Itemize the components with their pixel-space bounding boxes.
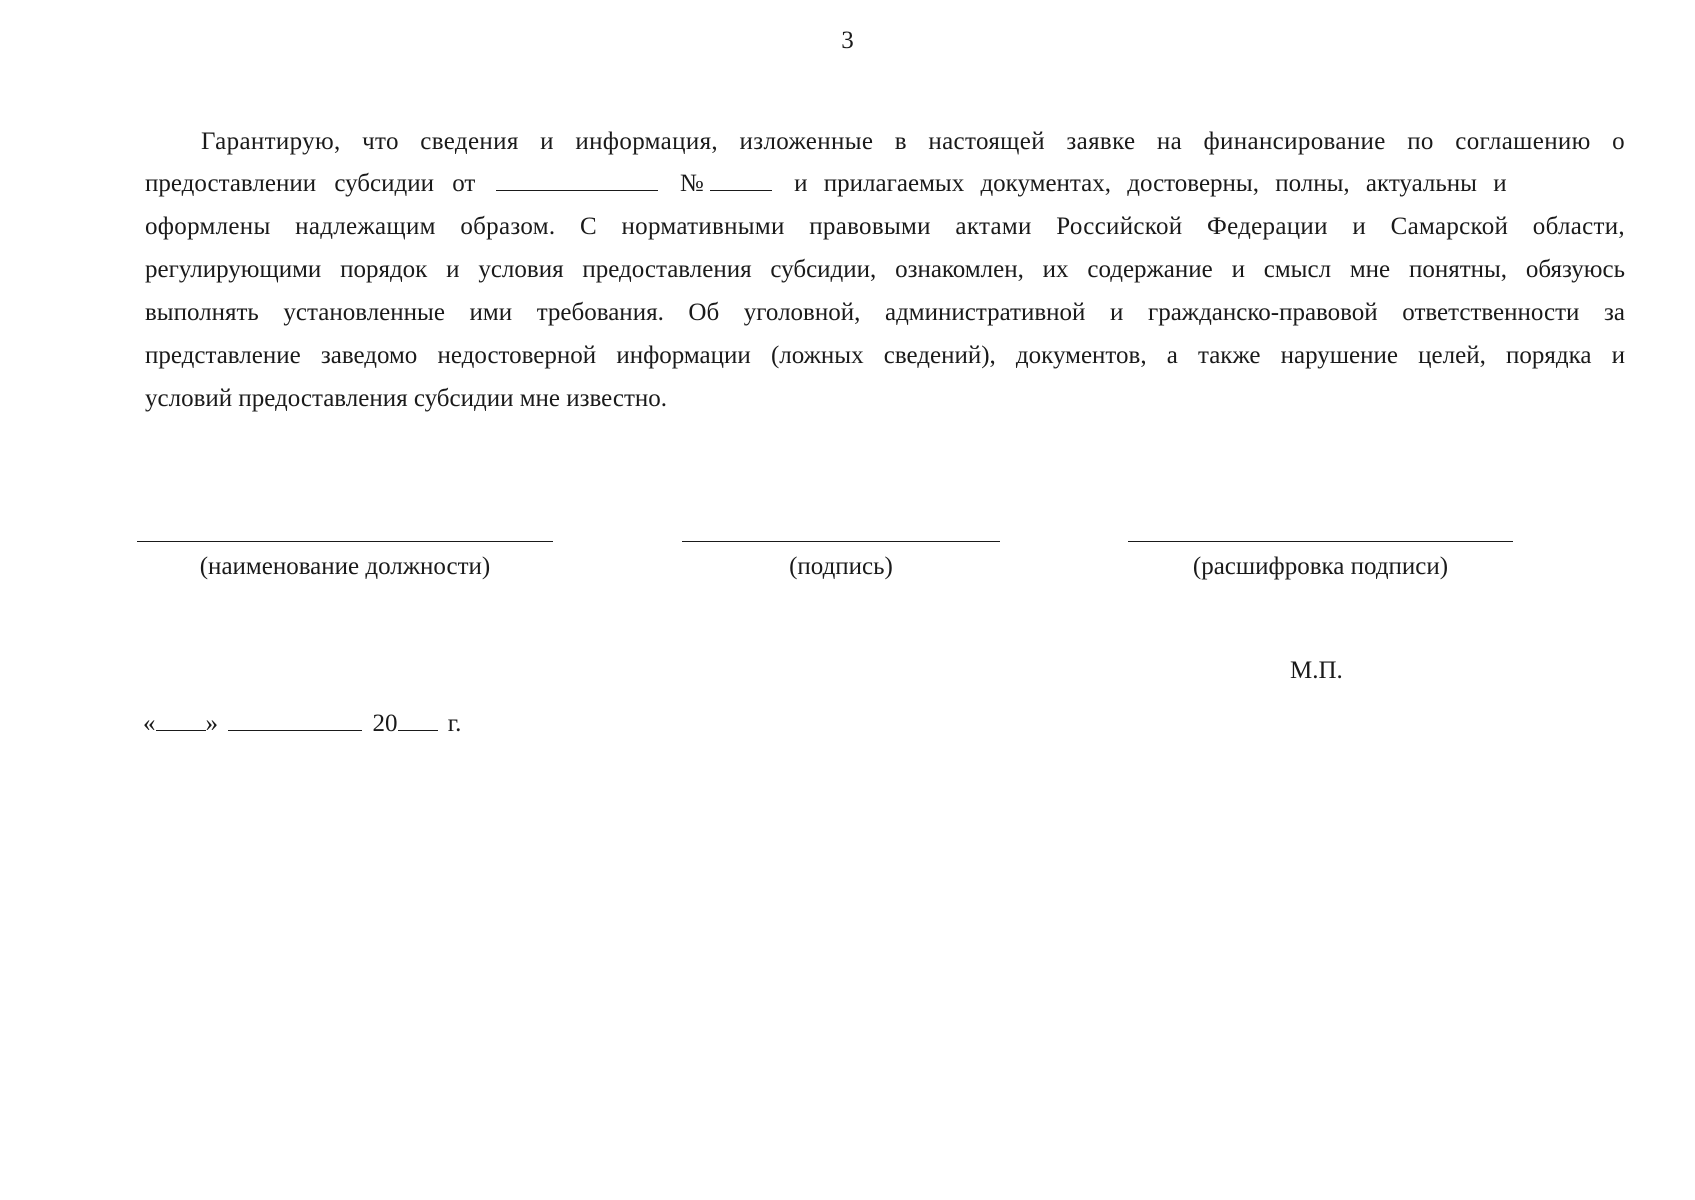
signature-caption: (подпись) (789, 553, 893, 580)
position-caption: (наименование должности) (199, 553, 491, 580)
paragraph-line-3: оформлены надлежащим образом. С нормативными правовыми актами Российской Федерации и Самарской области, (145, 213, 1625, 240)
line2-text-before: предоставлении субсидии от (145, 170, 476, 197)
number-sign: № (679, 170, 704, 197)
year-blank (398, 708, 438, 731)
paragraph-line-4: регулирующими порядок и условия предоставления субсидии, ознакомлен, их содержание и смысл мне понятны, обязуюсь (145, 256, 1625, 283)
line2-text-after: и прилагаемых документах, достоверны, полны, актуальны и (794, 170, 1507, 197)
paragraph-line-5: выполнять установленные ими требования. Об уголовной, административной и гражданско-правовой ответственности за (145, 299, 1625, 326)
page-number: 3 (841, 27, 854, 54)
signature-line (682, 541, 1000, 542)
decoding-caption: (расшифровка подписи) (1192, 553, 1449, 580)
year-prefix: 20 (372, 710, 398, 737)
date-open-quote: « (143, 710, 156, 737)
agreement-number-blank (710, 166, 772, 191)
date-suffix: г. (447, 710, 462, 737)
paragraph-line-7: условий предоставления субсидии мне известно. (145, 385, 668, 412)
stamp-label: М.П. (1290, 657, 1343, 684)
decoding-signature-line (1128, 541, 1513, 542)
date-close-quote: » (205, 710, 218, 737)
month-blank (228, 708, 362, 731)
paragraph-line-2 (145, 166, 1625, 202)
date-line (143, 707, 461, 741)
day-blank (156, 708, 206, 731)
paragraph-line-6: представление заведомо недостоверной информации (ложных сведений), документов, а также нарушение целей, порядка и (145, 342, 1625, 369)
position-signature-line (137, 541, 553, 542)
paragraph-line-1: Гарантирую, что сведения и информация, изложенные в настоящей заявке на финансирование по соглашению о (201, 128, 1625, 155)
agreement-date-blank (496, 166, 658, 191)
